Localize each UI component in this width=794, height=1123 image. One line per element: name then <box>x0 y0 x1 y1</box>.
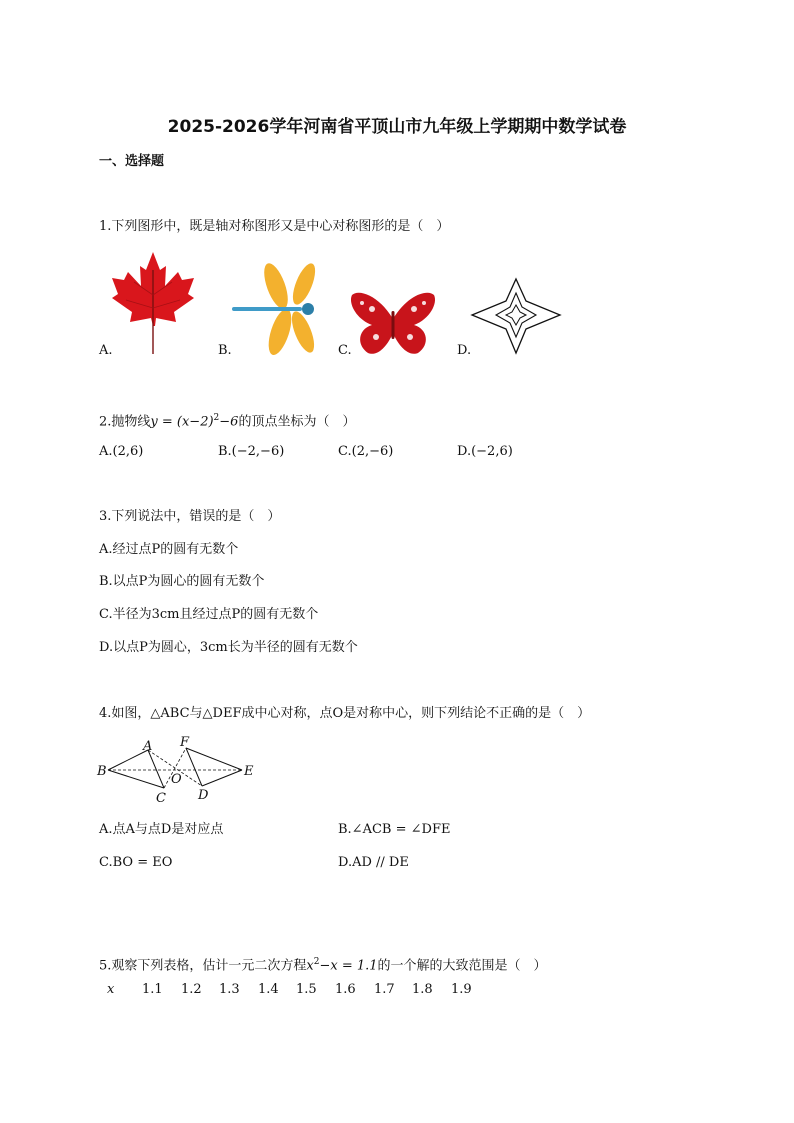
question-4-stem: 4.如图，△ABC与△DEF成中心对称，点O是对称中心，则下列结论不正确的是（ ） <box>99 706 591 721</box>
question-5-stem <box>99 953 547 975</box>
question-3-stem: 3.下列说法中，错误的是（ ） <box>99 509 281 524</box>
q2-formula-tail: −6 <box>219 414 239 430</box>
q4-option-a[interactable]: A.点A与点D是对应点 <box>99 822 224 837</box>
q5-table-cell: 1.1 <box>142 982 163 997</box>
q5-table-cell: 1.7 <box>374 982 395 997</box>
star-icon <box>470 277 562 355</box>
q3-option-c[interactable]: C.半径为3cm且经过点P的圆有无数个 <box>99 607 319 622</box>
q2-option-d[interactable]: D.(−2,6) <box>457 444 513 459</box>
q5-table-cell: 1.6 <box>335 982 356 997</box>
label-e: E <box>244 764 254 779</box>
q4-option-c[interactable]: C.BO = EO <box>99 855 173 870</box>
page-title: 2025-2026学年河南省平顶山市九年级上学期期中数学试卷 <box>167 117 627 137</box>
butterfly-icon <box>348 289 438 357</box>
q2-option-a[interactable]: A.(2,6) <box>99 444 144 459</box>
q4-option-b[interactable]: B.∠ACB = ∠DFE <box>338 822 451 837</box>
section-heading: 一、选择题 <box>99 154 165 169</box>
q1-option-a[interactable]: A. <box>99 343 113 358</box>
label-d: D <box>198 788 209 803</box>
dragonfly-icon <box>228 262 322 357</box>
q5-stem-suffix: 的一个解的大致范围是（ ） <box>377 958 547 974</box>
label-a: A <box>143 739 153 754</box>
q2-formula-exponent: 2 <box>213 413 220 423</box>
q4-option-d[interactable]: D.AD // DE <box>338 855 409 870</box>
q1-option-c[interactable]: C. <box>338 343 352 358</box>
label-b: B <box>97 764 107 779</box>
q1-option-d[interactable]: D. <box>457 343 472 358</box>
label-f: F <box>180 735 190 750</box>
q3-option-b[interactable]: B.以点P为圆心的圆有无数个 <box>99 574 265 589</box>
triangle-figure <box>96 734 260 810</box>
label-o: O <box>171 772 182 787</box>
question-2-stem <box>99 409 355 431</box>
q5-table-cell: 1.4 <box>258 982 279 997</box>
q2-formula: y = (x−2) <box>150 414 214 430</box>
q5-table-cell: 1.2 <box>181 982 202 997</box>
q5-table-cell: 1.8 <box>412 982 433 997</box>
q2-stem-prefix: 2.抛物线 <box>99 414 151 430</box>
q3-option-a[interactable]: A.经过点P的圆有无数个 <box>99 542 239 557</box>
q2-option-c[interactable]: C.(2,−6) <box>338 444 394 459</box>
q5-formula-tail: −x = 1.1 <box>319 958 378 974</box>
maple-leaf-icon <box>110 250 196 355</box>
q2-stem-suffix: 的顶点坐标为（ ） <box>238 414 356 430</box>
q5-table-cell: 1.9 <box>451 982 472 997</box>
q2-option-b[interactable]: B.(−2,−6) <box>218 444 285 459</box>
q5-table-header: x <box>107 982 115 997</box>
q3-option-d[interactable]: D.以点P为圆心，3cm长为半径的圆有无数个 <box>99 640 358 655</box>
q1-option-b[interactable]: B. <box>218 343 232 358</box>
q5-table-cell: 1.3 <box>219 982 240 997</box>
q5-table-cell: 1.5 <box>296 982 317 997</box>
q5-formula: x <box>306 958 314 974</box>
q5-stem-prefix: 5.观察下列表格，估计一元二次方程 <box>99 958 307 974</box>
label-c: C <box>156 791 166 806</box>
q5-formula-exponent: 2 <box>313 957 320 967</box>
question-1-stem: 1.下列图形中，既是轴对称图形又是中心对称图形的是（ ） <box>99 219 450 234</box>
